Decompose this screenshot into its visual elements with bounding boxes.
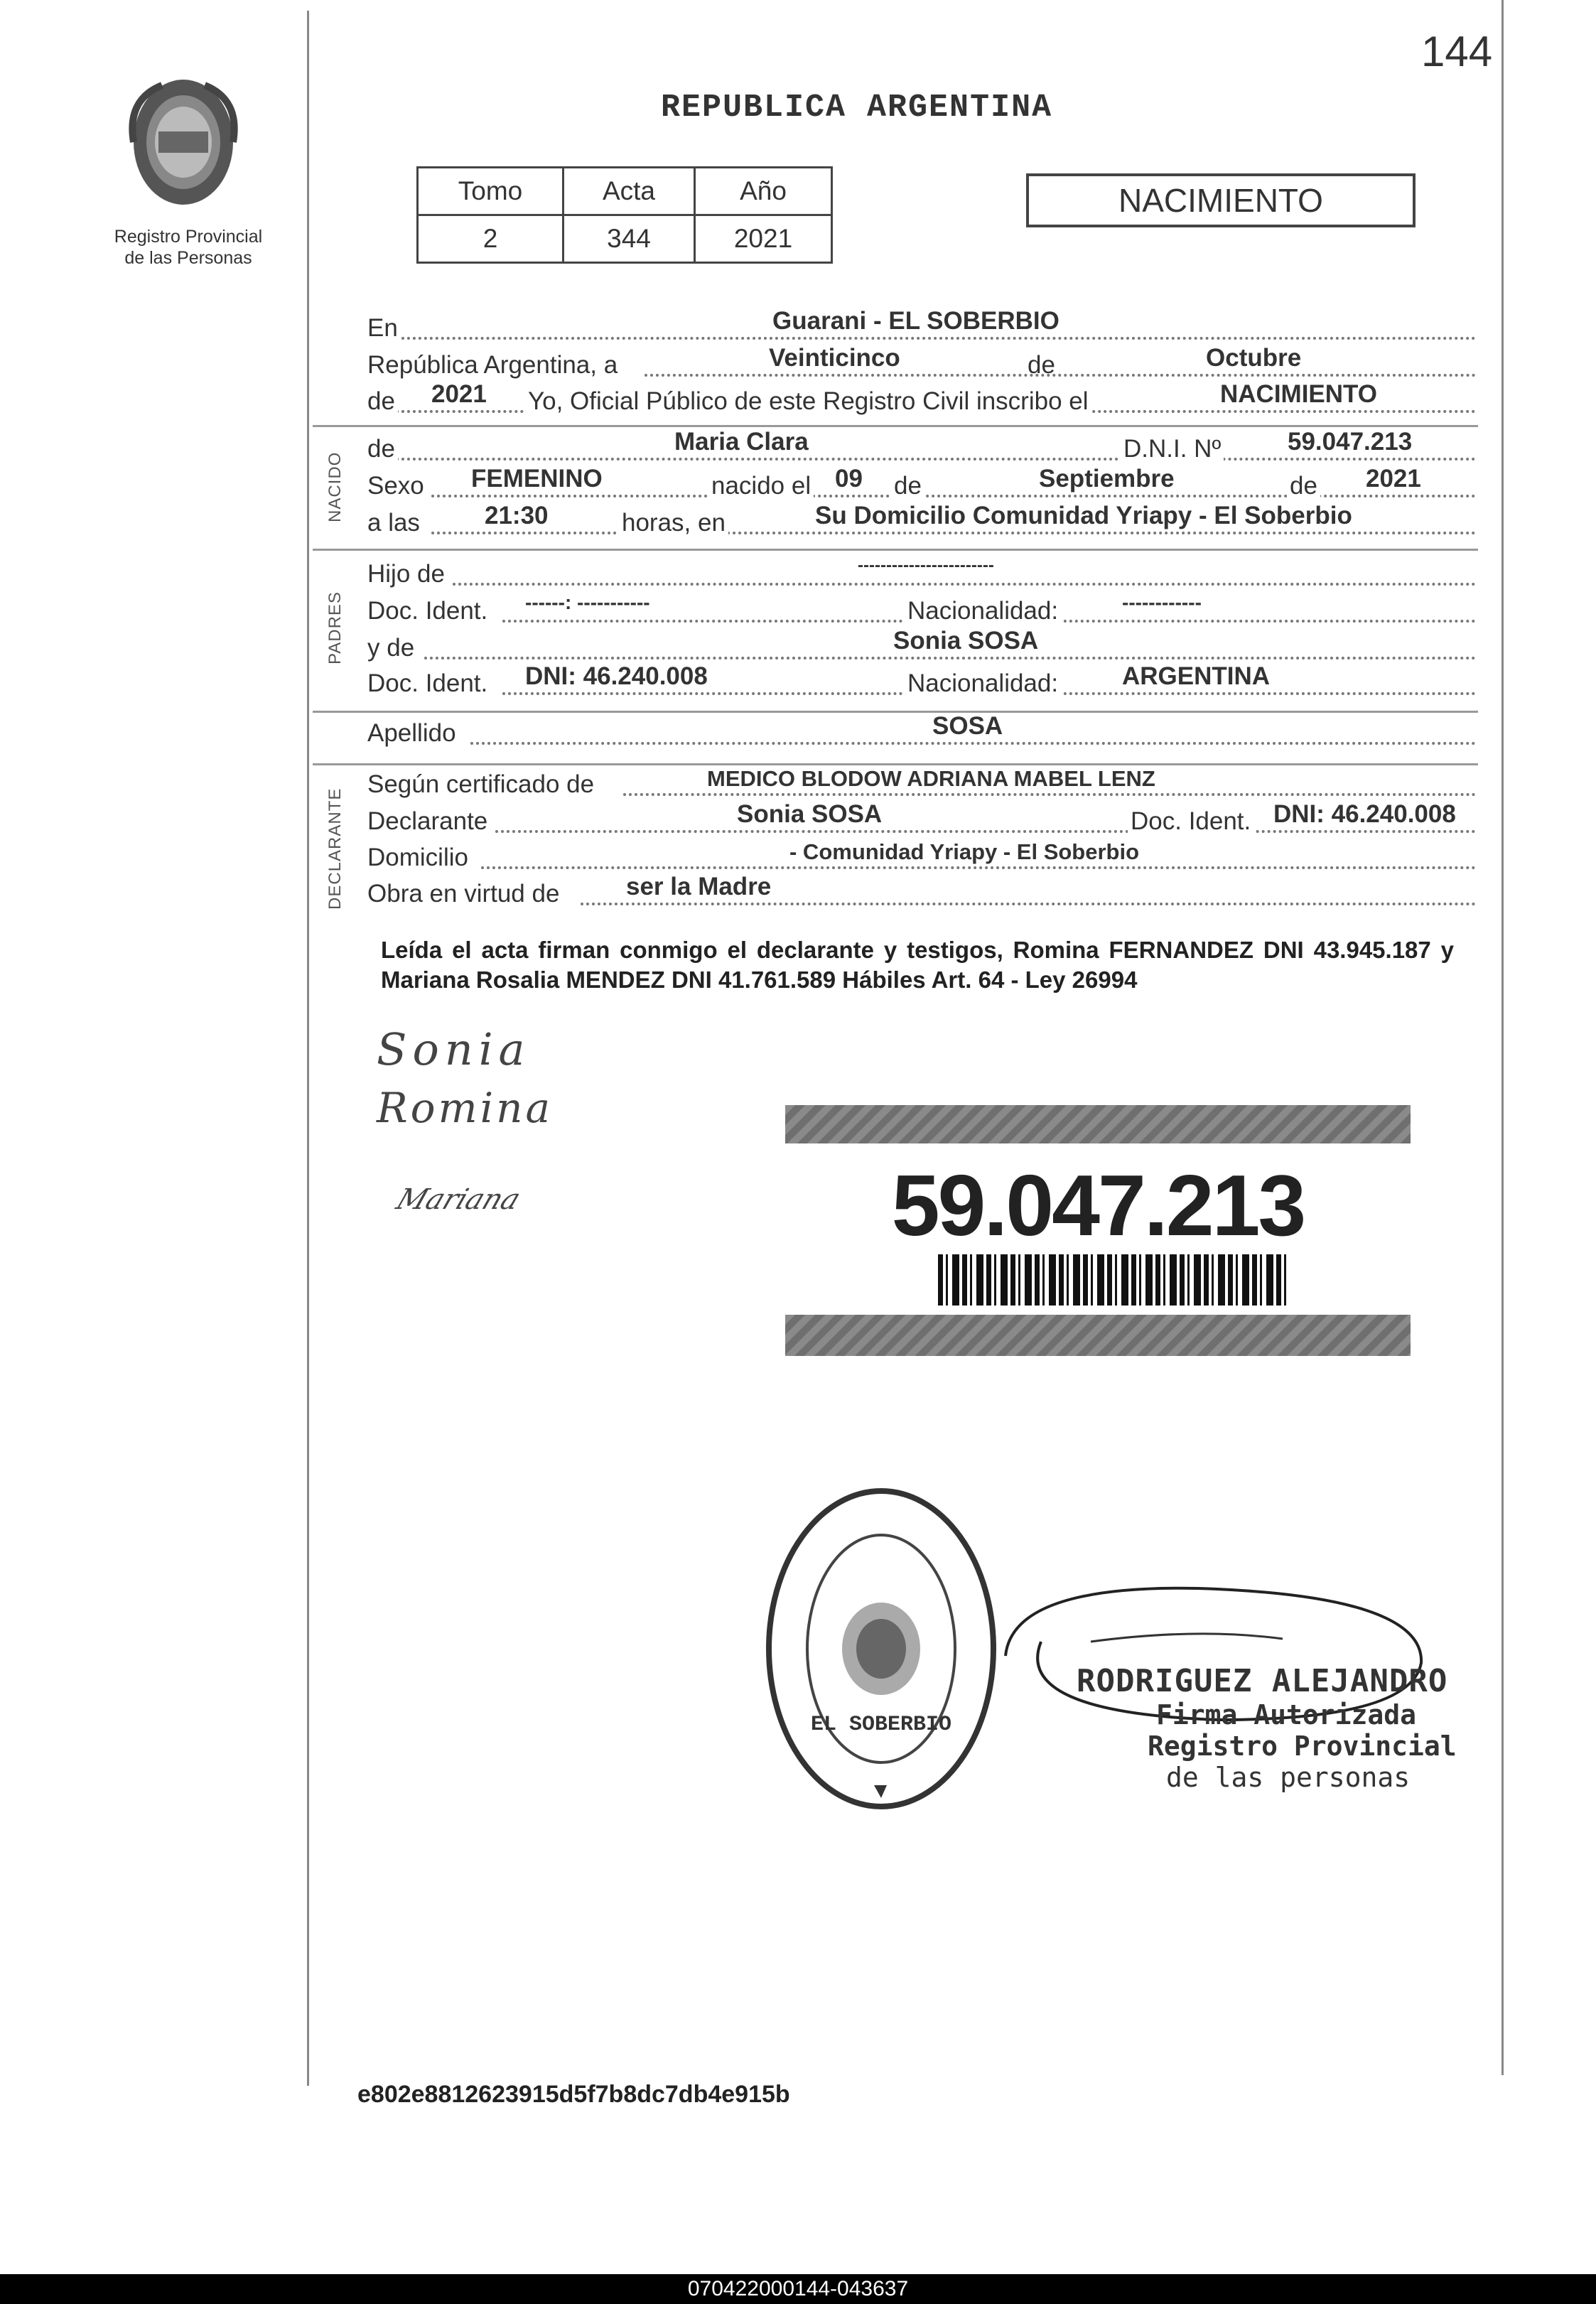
table-value-anio: 2021 xyxy=(695,215,832,263)
official-line3: Registro Provincial xyxy=(1148,1730,1457,1762)
section-label-declarante: DECLARANTE xyxy=(325,787,345,910)
declarante-value: Sonia SOSA xyxy=(737,800,883,828)
dni-value: 59.047.213 xyxy=(1288,428,1413,456)
dni-stamp-top-band xyxy=(785,1105,1411,1143)
decl-doc-value: DNI: 46.240.008 xyxy=(1273,800,1456,828)
decl-doc-label: Doc. Ident. xyxy=(1128,807,1253,836)
registry-label-line1: Registro Provincial xyxy=(114,227,263,247)
dni-label: D.N.I. Nº xyxy=(1121,435,1224,463)
record-table xyxy=(416,166,833,264)
nac-de-label: de xyxy=(891,472,924,500)
section-label-padres: PADRES xyxy=(325,591,345,664)
nombre-de-label: de xyxy=(367,435,398,463)
field-declarante xyxy=(367,800,1476,839)
domicilio-label: Domicilio xyxy=(367,844,471,872)
footer-bar xyxy=(0,2274,1596,2304)
left-margin-line xyxy=(307,11,309,2086)
madre-doc-label: Doc. Ident. xyxy=(367,669,490,698)
hijo-label: Hijo de xyxy=(367,560,448,588)
dni-stamp-barcode xyxy=(938,1254,1286,1306)
dni-stamp-number: 59.047.213 xyxy=(891,1157,1305,1254)
table-header-anio: Año xyxy=(695,168,832,215)
obra-label: Obra en virtud de xyxy=(367,880,562,908)
field-certificado xyxy=(367,766,1476,802)
table-value-acta: 344 xyxy=(564,215,695,263)
lugar-value: Su Domicilio Comunidad Yriapy - El Soberbio xyxy=(815,502,1352,529)
hora-value: 21:30 xyxy=(485,502,549,529)
certificado-label: Según certificado de xyxy=(367,770,597,799)
dia-value: Veinticinco xyxy=(769,344,900,372)
field-nombre xyxy=(367,428,1476,466)
separator-2 xyxy=(313,549,1478,551)
registry-label-line2: de las Personas xyxy=(124,248,252,268)
apellido-value: SOSA xyxy=(932,712,1003,740)
nac-mes-value: Septiembre xyxy=(1039,465,1175,492)
registry-seal-logo xyxy=(119,71,247,213)
document-hash: e802e8812623915d5f7b8dc7db4e915b xyxy=(357,2081,790,2108)
padre-nac-value: ------------ xyxy=(1122,591,1202,613)
seal-inner-text: EL SOBERBIO xyxy=(810,1713,952,1737)
padre-nac-label: Nacionalidad: xyxy=(905,597,1061,625)
nombre-value: Maria Clara xyxy=(674,428,809,456)
footer-code: 070422000144-043637 xyxy=(687,2277,909,2300)
nac-anio-value: 2021 xyxy=(1366,465,1421,492)
page-number: 144 xyxy=(1421,28,1493,75)
field-obra xyxy=(367,873,1476,911)
separator-3 xyxy=(313,711,1478,713)
official-signature-block xyxy=(1077,1663,1457,1793)
hijo-value: ------------------------ xyxy=(858,556,994,575)
madre-doc-value: DNI: 46.240.008 xyxy=(525,662,708,690)
dni-stamp-bottom-band xyxy=(785,1315,1411,1356)
horas-label: horas, en xyxy=(619,509,728,537)
country-title: REPUBLICA ARGENTINA xyxy=(661,90,1053,126)
closing-paragraph: Leída el acta firman conmigo el declarante y testigos, Romina FERNANDEZ DNI 43.945.187 y Mariana Rosalia MENDEZ DNI 41.761.589 Hábiles Art. 64 - Ley 26994 xyxy=(381,937,1454,993)
field-en xyxy=(367,307,1476,345)
table-value-tomo: 2 xyxy=(418,215,564,263)
table-header-acta: Acta xyxy=(564,168,695,215)
apellido-label: Apellido xyxy=(367,719,459,748)
sexo-value: FEMENINO xyxy=(471,465,603,492)
de-anio-label: de xyxy=(367,387,398,416)
separator-4 xyxy=(313,763,1478,765)
en-label: En xyxy=(367,314,401,343)
mes-value: Octubre xyxy=(1206,344,1302,372)
madre-value: Sonia SOSA xyxy=(893,627,1039,655)
inscribo-value: NACIMIENTO xyxy=(1220,380,1378,408)
certificado-value: MEDICO BLODOW ADRIANA MABEL LENZ xyxy=(707,766,1155,791)
nac-de2-label: de xyxy=(1287,472,1320,500)
obra-value: ser la Madre xyxy=(626,873,772,900)
separator-1 xyxy=(313,425,1478,427)
madre-nac-value: ARGENTINA xyxy=(1122,662,1271,690)
padre-doc-value: ------: ----------- xyxy=(525,591,650,613)
declarante-label: Declarante xyxy=(367,807,490,836)
field-padre-doc xyxy=(367,591,1476,628)
nac-dia-value: 09 xyxy=(835,465,863,492)
anio-value: 2021 xyxy=(431,380,487,408)
field-hijo xyxy=(367,556,1476,591)
field-anio xyxy=(367,380,1476,419)
madre-nac-label: Nacionalidad: xyxy=(905,669,1061,698)
field-apellido xyxy=(367,712,1476,750)
de-label: de xyxy=(1028,351,1055,379)
y-de-label: y de xyxy=(367,634,417,662)
a-las-label: a las xyxy=(367,509,423,537)
republica-label: República Argentina, a xyxy=(367,351,620,379)
official-line2: Firma Autorizada xyxy=(1156,1699,1417,1730)
signature-sonia: Sonia xyxy=(377,1023,531,1075)
section-label-nacido: NACIDO xyxy=(325,451,345,522)
signature-mariana: Mariana xyxy=(392,1183,525,1216)
field-madre-doc xyxy=(367,662,1476,701)
oficial-text: Yo, Oficial Público de este Registro Civil inscribo el xyxy=(525,387,1091,416)
field-domicilio xyxy=(367,839,1476,875)
dni-stamp xyxy=(785,1105,1411,1361)
en-value: Guarani - EL SOBERBIO xyxy=(772,307,1059,335)
field-sexo xyxy=(367,465,1476,503)
official-line4: de las personas xyxy=(1166,1762,1411,1793)
right-margin-line xyxy=(1501,0,1504,2075)
domicilio-value: - Comunidad Yriapy - El Soberbio xyxy=(789,839,1140,864)
field-madre xyxy=(367,627,1476,665)
sexo-label: Sexo xyxy=(367,472,427,500)
field-hora xyxy=(367,502,1476,540)
registry-label xyxy=(85,226,291,269)
nacido-label: nacido el xyxy=(708,472,814,500)
field-republica xyxy=(367,344,1476,382)
signature-romina: Romina xyxy=(377,1084,554,1132)
padre-doc-label: Doc. Ident. xyxy=(367,597,490,625)
official-oval-seal xyxy=(764,1485,998,1812)
document-type-box: NACIMIENTO xyxy=(1026,173,1416,227)
official-name: RODRIGUEZ ALEJANDRO xyxy=(1077,1663,1448,1699)
table-header-tomo: Tomo xyxy=(418,168,564,215)
